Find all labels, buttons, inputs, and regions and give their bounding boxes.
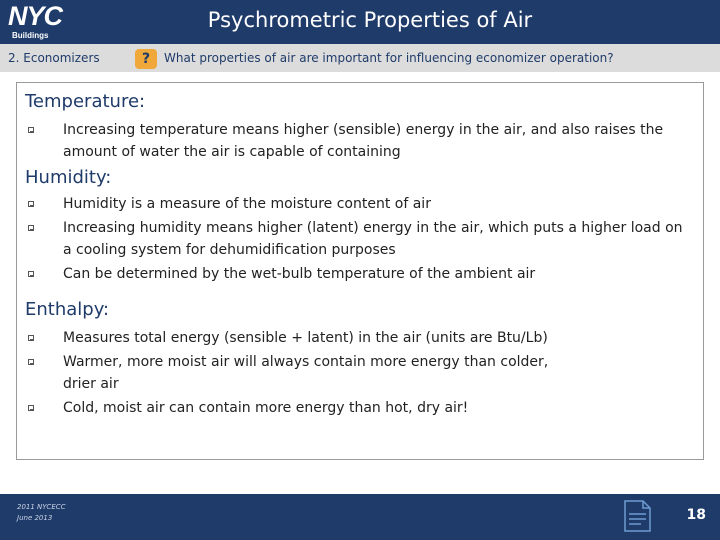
content-box [16, 82, 704, 460]
nyc-buildings-logo [8, 1, 92, 40]
list-item: Increasing humidity means higher (latent) energy in the air, which puts a higher load on a cooling system for dehumidification purposes [25, 217, 689, 261]
list-item: Cold, moist air can contain more energy than hot, dry air! [25, 397, 689, 419]
enthalpy-heading: Enthalpy: [25, 299, 110, 320]
footer-info [17, 502, 66, 524]
section-bar [0, 44, 720, 72]
footer-date: June 2013 [17, 514, 53, 522]
section-label: 2. Economizers [8, 51, 100, 65]
footer-bar [0, 494, 720, 540]
footer-code: 2011 NYCECC [17, 503, 66, 511]
list-item: Measures total energy (sensible + latent) in the air (units are Btu/Lb) [25, 327, 689, 349]
checkbox-bullet-icon [28, 225, 34, 231]
enthalpy-list [25, 327, 689, 421]
checkbox-bullet-icon [28, 335, 34, 341]
logo-nyc-text: NYC [8, 1, 63, 31]
list-item: Increasing temperature means higher (sensible) energy in the air, and also raises the amount of water the air is capable of containing [25, 119, 689, 163]
list-item: Humidity is a measure of the moisture content of air [25, 193, 689, 215]
list-item: Can be determined by the wet-bulb temperature of the ambient air [25, 263, 689, 285]
checkbox-bullet-icon [28, 271, 34, 277]
humidity-list [25, 193, 689, 287]
header-bar [0, 0, 720, 44]
temperature-heading: Temperature: [25, 91, 146, 112]
page-number: 18 [686, 507, 706, 523]
question-text: What properties of air are important for influencing economizer operation? [164, 51, 614, 65]
checkbox-bullet-icon [28, 405, 34, 411]
page-title: Psychrometric Properties of Air [207, 8, 533, 32]
checkbox-bullet-icon [28, 127, 34, 133]
temperature-list [25, 119, 689, 165]
logo-buildings-text: Buildings [12, 31, 49, 40]
document-icon[interactable] [619, 498, 655, 534]
question-mark-icon: ? [135, 49, 157, 69]
list-item: Warmer, more moist air will always contain more energy than colder, drier air [25, 351, 689, 395]
checkbox-bullet-icon [28, 201, 34, 207]
checkbox-bullet-icon [28, 359, 34, 365]
humidity-heading: Humidity: [25, 167, 112, 188]
